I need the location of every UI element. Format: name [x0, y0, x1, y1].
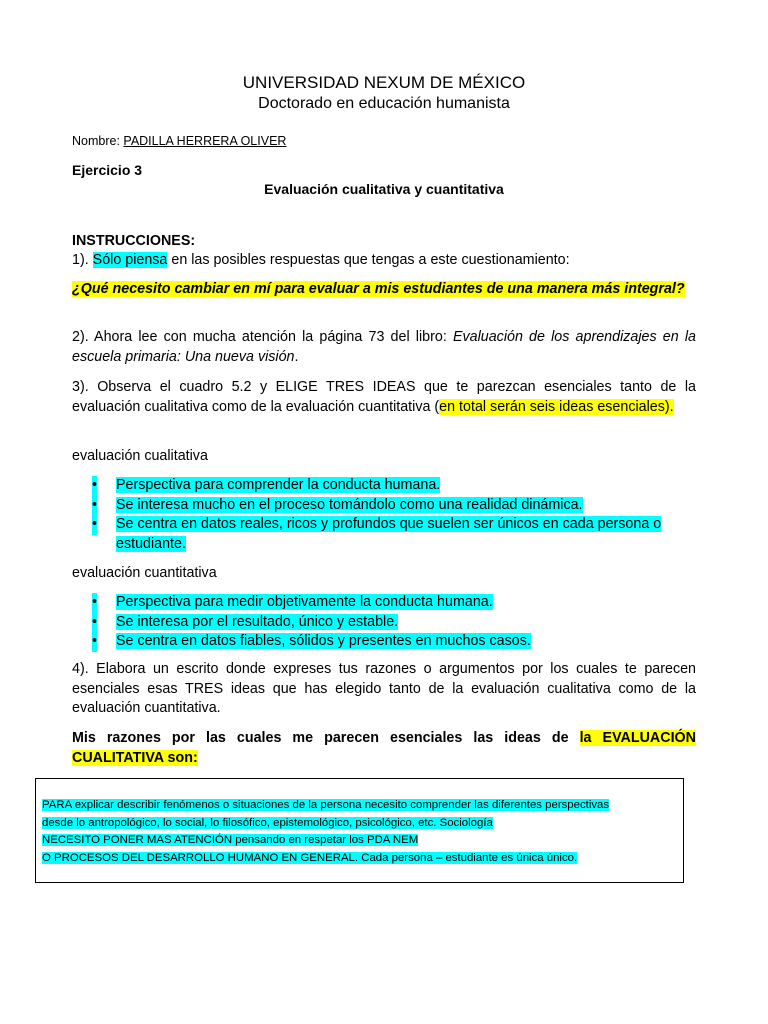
quantitative-label: evaluación cuantitativa [72, 565, 217, 581]
student-name: PADILLA HERRERA OLIVER [123, 134, 287, 148]
exercise-title: Evaluación cualitativa y cuantitativa [264, 181, 504, 197]
exercise-number: Ejercicio 3 [72, 162, 143, 178]
reasons-lead: Mis razones por las cuales me parecen esenciales las ideas de [72, 730, 580, 746]
step3-highlight: en total serán seis ideas esenciales). [439, 398, 674, 415]
list-item: • Perspectiva para comprender la conducta humana. [92, 476, 698, 496]
qualitative-label: evaluación cualitativa [72, 448, 208, 464]
list-item: • Se interesa mucho en el proceso tomándolo como una realidad dinámica. [92, 496, 698, 516]
step1-highlight: Sólo piensa [92, 252, 168, 268]
key-question [72, 280, 696, 300]
reasons-highlight: la EVALUACIÓN CUALITATIVA son: [72, 730, 696, 766]
list-item: • Se centra en datos fiables, sólidos y presentes en muchos casos. [92, 632, 698, 652]
instruction-step-1 [72, 251, 696, 271]
student-name-line [72, 133, 286, 149]
step2-prefix: 2). Ahora lee con mucha atención la página 73 del libro: [72, 329, 453, 345]
list-item: • Perspectiva para medir objetivamente la conducta humana. [92, 593, 698, 613]
list-item: • Se interesa por el resultado, único y estable. [92, 613, 698, 633]
program-subtitle: Doctorado en educación humanista [258, 95, 510, 112]
instruction-step-2 [72, 328, 696, 367]
key-question-text: ¿Qué necesito cambiar en mí para evaluar a mis estudiantes de una manera más integral? [72, 281, 685, 297]
step1-prefix: 1). [72, 252, 93, 268]
instruction-step-3 [72, 378, 696, 417]
qualitative-list [92, 476, 698, 554]
step3-text: 3). Observa el cuadro 5.2 y ELIGE TRES IDEAS que te parezcan esenciales tanto de la evaluación cualitativa como de la evaluación cuantitativa ( [72, 379, 696, 415]
instructions-heading: INSTRUCCIONES: [72, 233, 196, 249]
answer-line: PARA explicar describir fenómenos o situaciones de la persona necesito comprender las diferentes perspectivas [42, 799, 610, 811]
answer-line: O PROCESOS DEL DESARROLLO HUMANO EN GENERAL. Cada persona – estudiante es única único. [42, 851, 578, 864]
answer-box [35, 778, 684, 883]
quantitative-list [92, 593, 698, 652]
name-label: Nombre: [72, 134, 124, 148]
answer-line: NECESITO PONER MAS ATENCIÓN pensando en respetar los PDA NEM [42, 834, 419, 846]
step1-rest: en las posibles respuestas que tengas a este cuestionamiento: [167, 252, 570, 268]
university-title: UNIVERSIDAD NEXUM DE MÉXICO [242, 73, 526, 92]
answer-text [42, 797, 678, 867]
list-item: • Se centra en datos reales, ricos y profundos que suelen ser únicos en cada persona o estudiante. [92, 516, 662, 552]
step2-end: . [294, 348, 299, 365]
instruction-step-4: 4). Elabora un escrito donde expreses tus razones o argumentos por los cuales te parecen esenciales esas TRES ideas que has elegido tanto de la evaluación cualitativa como de la evaluación cuantitativa. [72, 661, 696, 716]
reasons-heading [72, 729, 696, 768]
answer-line: desde lo antropológico, lo social, lo filosófico, epistemológico, psicológico, etc. Sociología [42, 816, 493, 829]
step2-book: Evaluación de los aprendizajes en la escuela primaria: Una nueva visión [72, 329, 696, 365]
